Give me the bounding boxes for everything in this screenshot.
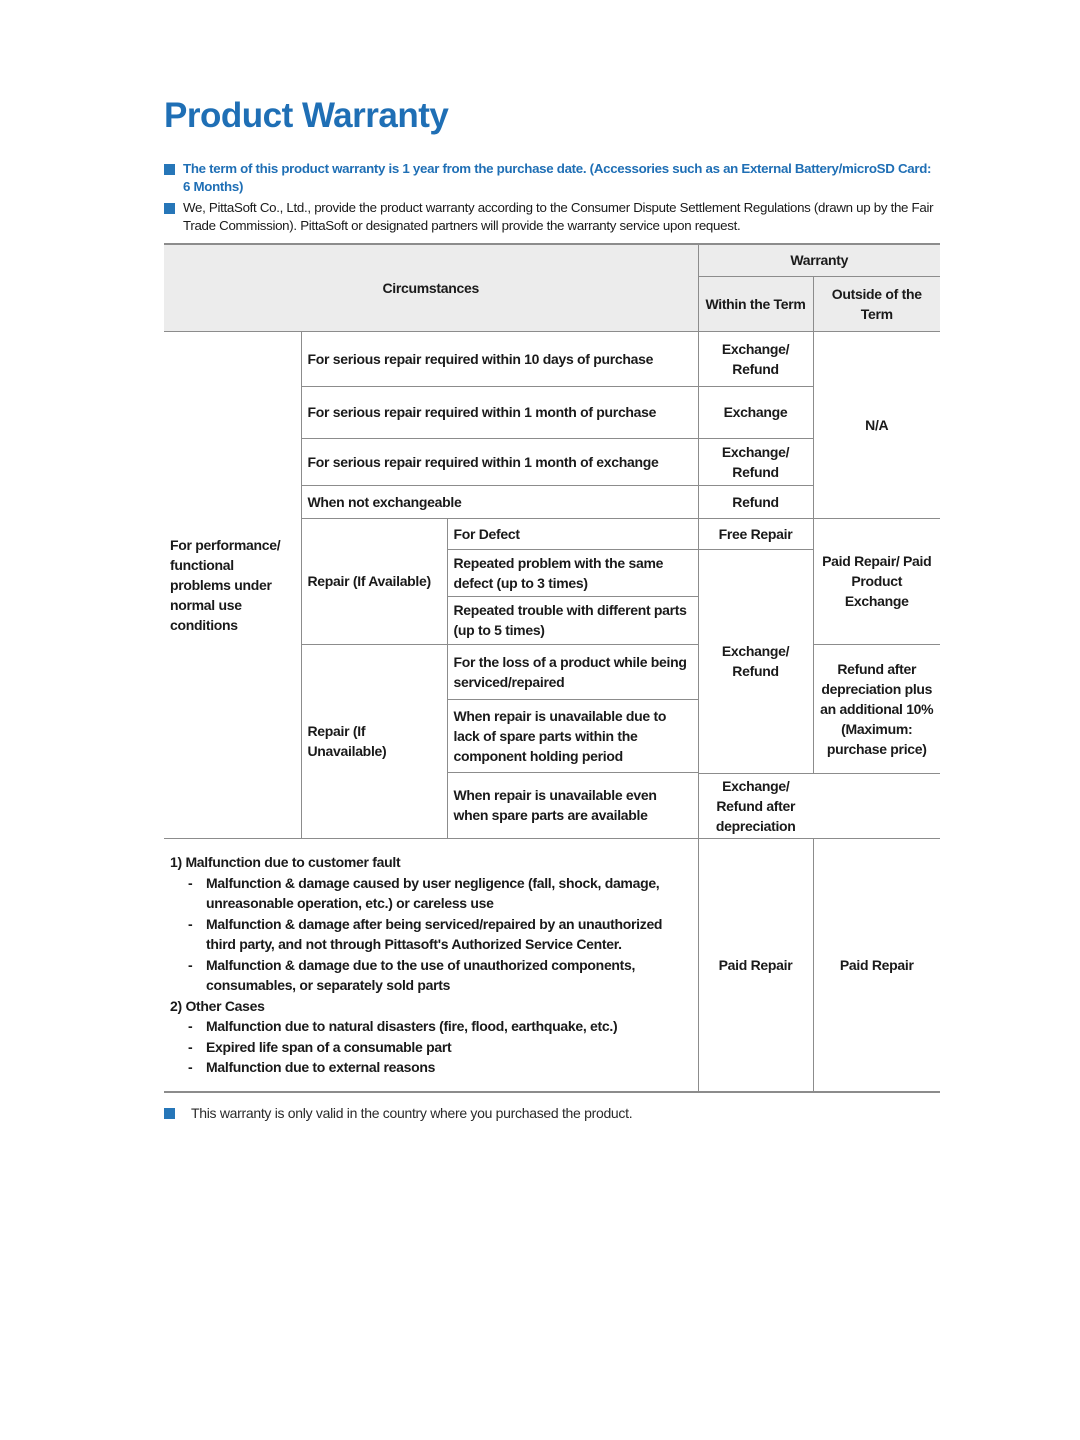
circumstance-cell: For serious repair required within 1 month of exchange [301, 438, 698, 485]
notes-item: - Expired life span of a consumable part [188, 1038, 452, 1055]
notes-heading-1: 1) Malfunction due to customer fault [170, 854, 401, 870]
notes-heading-2: 2) Other Cases [170, 997, 265, 1014]
bullet-square-icon [164, 164, 175, 175]
paid-repair-exchange-cell: Paid Repair/ Paid Product Exchange [813, 518, 940, 644]
header-circumstances: Circumstances [164, 244, 698, 331]
paid-repair-within-cell: Paid Repair [698, 838, 813, 1092]
header-outside-term: Outside of the Term [813, 276, 940, 331]
intro-regulations-text: We, PittaSoft Co., Ltd., provide the product warranty according to the Consumer Dispute Settlement Regulations (drawn up by the Fair Trade Commission). PittaSoft or designated partners will provide the warranty service upon request. [183, 200, 934, 233]
circumstance-cell: For serious repair required within 10 days of purchase [301, 331, 698, 386]
intro-section [164, 160, 940, 238]
customer-fault-notes [164, 838, 698, 1092]
repair-available-case: Repeated problem with the same defect (up to 3 times) [447, 549, 698, 596]
bullet-square-icon [164, 1108, 175, 1119]
bullet-square-icon [164, 203, 175, 214]
intro-bullet-regulations [164, 199, 940, 235]
na-cell: N/A [813, 331, 940, 518]
repair-unavailable-label: Repair (If Unavailable) [301, 644, 447, 838]
notes-item: - Malfunction & damage after being serviced/repaired by an unauthorized third party, and not through Pittasoft's Authorized Service Center. [188, 915, 663, 952]
exchange-refund-depreciation-cell: Exchange/ Refund after depreciation [698, 773, 813, 838]
repair-unavailable-case: For the loss of a product while being serviced/repaired [447, 644, 698, 699]
notes-item: - Malfunction & damage caused by user negligence (fall, shock, damage, unreasonable operation, etc.) or careless use [188, 874, 660, 911]
notes-item: - Malfunction due to external reasons [188, 1059, 436, 1075]
circumstance-cell: When not exchangeable [301, 485, 698, 518]
header-within-term: Within the Term [698, 276, 813, 331]
circumstance-cell: For serious repair required within 1 month of purchase [301, 386, 698, 438]
repair-unavailable-case: When repair is unavailable even when spare parts are available [447, 772, 698, 838]
intro-bullet-term [164, 160, 940, 196]
notes-item: - Malfunction due to natural disasters (fire, flood, earthquake, etc.) [188, 1018, 618, 1034]
within-term-cell: Exchange [698, 386, 813, 438]
within-term-cell: Exchange/ Refund [698, 438, 813, 485]
repair-available-case: Repeated trouble with different parts (up to 5 times) [447, 596, 698, 644]
refund-depreciation-cell: Refund after depreciation plus an additional 10% (Maximum: purchase price) [813, 644, 940, 773]
paid-repair-outside-cell: Paid Repair [813, 838, 940, 1092]
footer-text: This warranty is only valid in the country where you purchased the product. [191, 1105, 633, 1121]
warranty-table [164, 243, 940, 1093]
within-term-cell: Exchange/ Refund [698, 331, 813, 386]
header-warranty: Warranty [698, 244, 940, 276]
repair-unavailable-case: When repair is unavailable due to lack of spare parts within the component holding period [447, 699, 698, 772]
free-repair-cell: Free Repair [698, 518, 813, 549]
repair-available-case: For Defect [447, 518, 698, 549]
notes-item: - Malfunction & damage due to the use of unauthorized components, consumables, or separately sold parts [188, 956, 636, 993]
intro-term-text: The term of this product warranty is 1 year from the purchase date. (Accessories such as an External Battery/microSD Card: 6 Months) [183, 161, 932, 194]
exchange-refund-cell: Exchange/ Refund [698, 549, 813, 773]
group-label-cell: For performance/ functional problems under normal use conditions [164, 331, 301, 838]
footer-bullet [164, 1104, 940, 1122]
footer-note [164, 1104, 940, 1125]
within-term-cell: Refund [698, 485, 813, 518]
repair-available-label: Repair (If Available) [301, 518, 447, 644]
page-title: Product Warranty [164, 96, 449, 135]
